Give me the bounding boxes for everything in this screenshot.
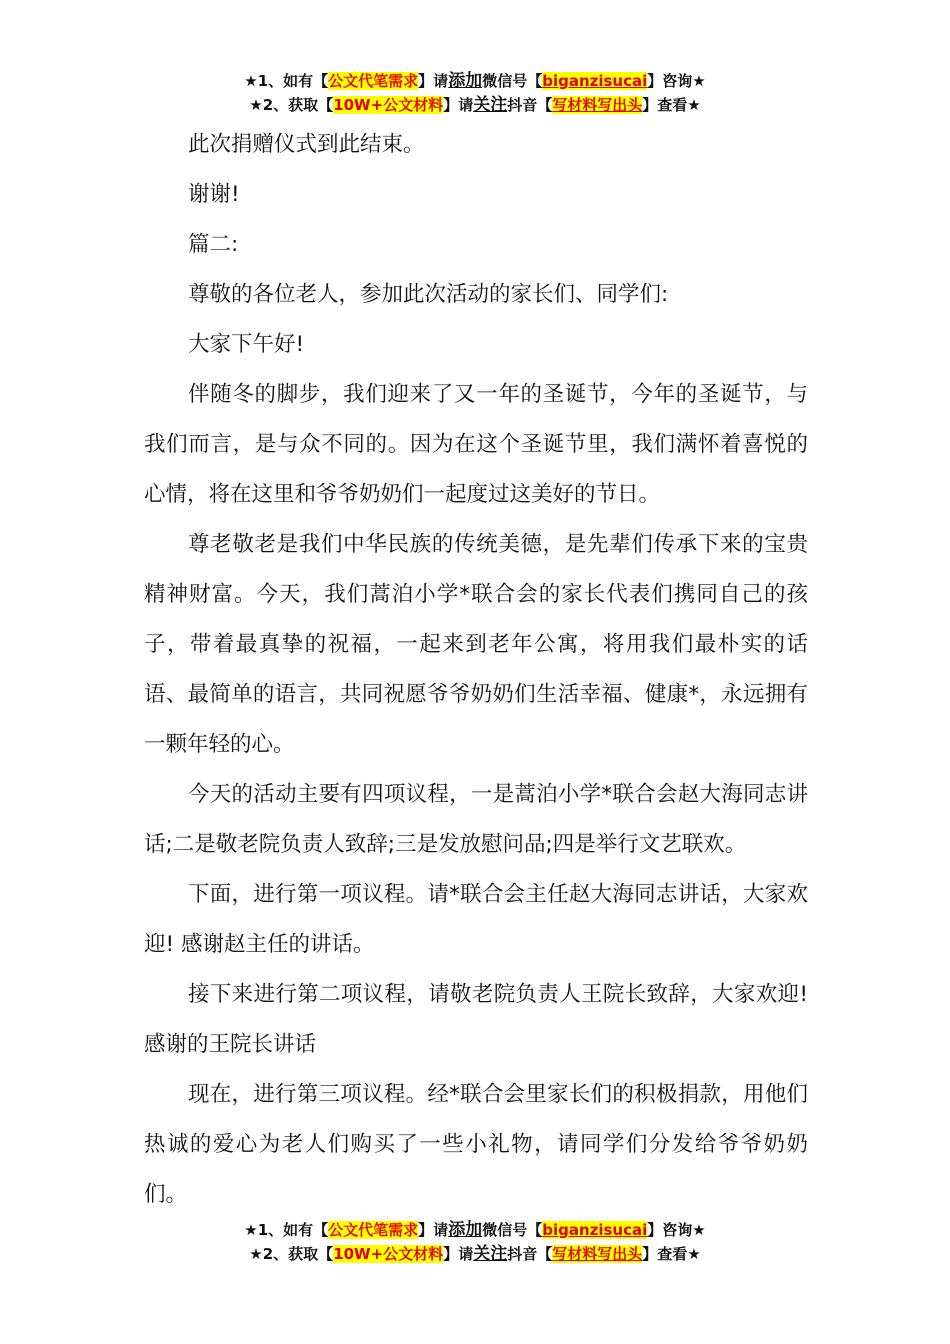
banner-text: 】请	[443, 1245, 474, 1263]
paragraph: 接下来进行第二项议程，请敬老院负责人王院长致辞，大家欢迎! 感谢的王院长讲话	[144, 982, 808, 1057]
douyin-account: 写材料写出头	[552, 96, 643, 114]
highlight-text: 公文代笔需求	[328, 1221, 419, 1239]
wechat-id: biganzisucai	[542, 72, 648, 90]
banner-line-1	[0, 69, 950, 93]
banner-text: ★1、如有【	[244, 1221, 329, 1239]
document-body	[144, 120, 808, 1220]
banner-text: 】请	[418, 1221, 449, 1239]
paragraph: 大家下午好!	[188, 332, 305, 357]
highlight-text: 10W+公文材料	[333, 96, 444, 114]
header-banner	[0, 69, 950, 117]
banner-text: 微信号【	[482, 1221, 543, 1239]
paragraph: 下面，进行第一项议程。请*联合会主任赵大海同志讲话，大家欢迎! 感谢赵主任的讲话。	[144, 882, 808, 957]
underlined-text: 添加	[448, 71, 483, 91]
banner-text: 】请	[418, 72, 449, 90]
paragraph: 尊敬的各位老人，参加此次活动的家长们、同学们:	[188, 282, 669, 307]
paragraph: 今天的活动主要有四项议程，一是蒿泊小学*联合会赵大海同志讲话;二是敬老院负责人致辞;三是发放慰问品;四是举行文艺联欢。	[144, 782, 808, 857]
banner-line-1	[0, 1218, 950, 1242]
paragraph: 谢谢!	[188, 182, 240, 207]
banner-text: 抖音【	[507, 96, 553, 114]
paragraph: 伴随冬的脚步，我们迎来了又一年的圣诞节，今年的圣诞节，与我们而言，是与众不同的。因为在这个圣诞节里，我们满怀着喜悦的心情，将在这里和爷爷奶奶们一起度过这美好的节日。	[144, 382, 808, 507]
wechat-id: biganzisucai	[542, 1221, 648, 1239]
underlined-text: 关注	[473, 1244, 508, 1264]
underlined-text: 关注	[473, 95, 508, 115]
banner-text: 】查看★	[642, 1245, 701, 1263]
banner-line-2	[0, 93, 950, 117]
paragraph: 此次捐赠仪式到此结束。	[188, 132, 425, 157]
banner-text: 】请	[443, 96, 474, 114]
underlined-text: 添加	[448, 1220, 483, 1240]
banner-text: ★2、获取【	[249, 1245, 334, 1263]
banner-text: 】查看★	[642, 96, 701, 114]
highlight-text: 公文代笔需求	[328, 72, 419, 90]
footer-banner	[0, 1218, 950, 1266]
banner-text: 】咨询★	[647, 72, 706, 90]
highlight-text: 10W+公文材料	[333, 1245, 444, 1263]
banner-text: ★1、如有【	[244, 72, 329, 90]
banner-text: 微信号【	[482, 72, 543, 90]
douyin-account: 写材料写出头	[552, 1245, 643, 1263]
banner-text: ★2、获取【	[249, 96, 334, 114]
paragraph: 篇二:	[188, 232, 239, 257]
paragraph: 尊老敬老是我们中华民族的传统美德，是先辈们传承下来的宝贵精神财富。今天，我们蒿泊小学*联合会的家长代表们携同自己的孩子，带着最真挚的祝福，一起来到老年公寓，将用我们最朴实的话语、最简单的语言，共同祝愿爷爷奶奶们生活幸福、健康*，永远拥有一颗年轻的心。	[144, 532, 808, 757]
paragraph: 现在，进行第三项议程。经*联合会里家长们的积极捐款，用他们热诚的爱心为老人们购买了一些小礼物，请同学们分发给爷爷奶奶们。	[144, 1082, 808, 1207]
banner-text: 】咨询★	[647, 1221, 706, 1239]
banner-line-2	[0, 1242, 950, 1266]
banner-text: 抖音【	[507, 1245, 553, 1263]
